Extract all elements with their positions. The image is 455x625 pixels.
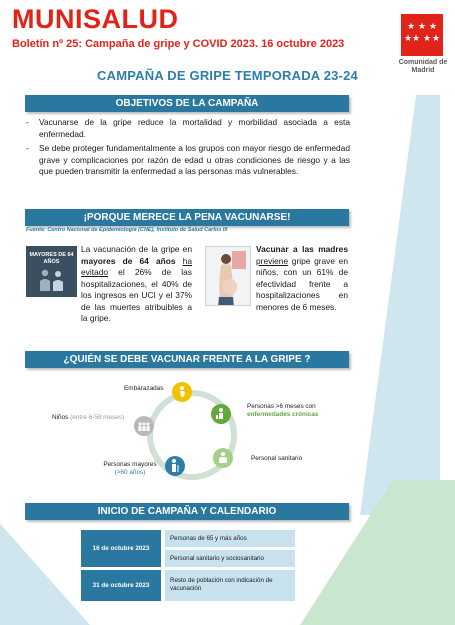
- section-objectives-title: OBJETIVOS DE LA CAMPAÑA: [25, 95, 349, 112]
- label-children-range: (entre 6-59 meses): [70, 414, 125, 421]
- star-icon: ★: [412, 33, 421, 43]
- older-stat-underline: ha evitado: [81, 255, 193, 277]
- pregnant-stat-underline: previene: [256, 255, 289, 266]
- campaign-title: CAMPAÑA DE GRIPE TEMPORADA 23-24: [97, 68, 358, 83]
- objective-item: [26, 117, 350, 140]
- bulletin-subtitle: Boletín nº 25: Campaña de gripe y COVID 2023. 16 octubre 2023: [12, 38, 345, 50]
- star-icon: ★: [418, 21, 427, 31]
- bullet-dash: -: [26, 143, 29, 153]
- tile-label: MAYORES DE 64 AÑOS: [29, 252, 74, 265]
- star-icon: ★: [407, 21, 416, 31]
- logo-caption: Comunidad de Madrid: [398, 59, 448, 74]
- calendar-date: 31 de octubre 2023: [81, 570, 161, 601]
- objective-item: [26, 143, 350, 178]
- calendar-item: Personal sanitario y sociosanitario: [165, 550, 295, 567]
- label-chronic-line1: Personas >6 meses con: [247, 403, 316, 410]
- objective-text: Se debe proteger fundamentalmente a los grupos con mayor riesgo de enfermedad grave y complicaciones por razón de edad u otras condiciones de riesgo y a las que pueden transmitir la enfermedad a las personas más vulnerables.: [39, 143, 350, 176]
- older-stat-part: [176, 256, 183, 266]
- objectives-list: [26, 117, 350, 181]
- label-chronic: [247, 403, 355, 419]
- label-pregnant: Embarazadas: [124, 385, 164, 392]
- brand-title: MUNISALUD: [12, 4, 179, 34]
- health-staff-icon: [213, 448, 233, 468]
- calendar-item: Resto de población con indicación de vacunación: [165, 570, 295, 601]
- label-elderly: [95, 461, 165, 477]
- pregnant-woman-illustration: [206, 247, 251, 306]
- label-elderly-range: (>60 años): [114, 469, 146, 476]
- objective-text: Vacunarse de la gripe reduce la mortalidad y morbilidad asociada a esta enfermedad.: [39, 117, 350, 139]
- pregnant-stat-part: gripe grave en niños, con un 61% de efectividad frente a hospitalizaciones en menores de 6 meses.: [256, 255, 348, 312]
- label-children-text: Niños: [52, 414, 69, 421]
- label-elderly-text: Personas mayores: [103, 461, 157, 468]
- comunidad-madrid-logo: [401, 14, 443, 56]
- section-calendar-title: INICIO DE CAMPAÑA Y CALENDARIO: [25, 503, 349, 520]
- older-stat-text: [81, 244, 192, 325]
- pregnant-stat-bold: Vacunar a las madres: [256, 244, 348, 254]
- decor-band-left: [0, 480, 90, 625]
- source-note: Fuente: Centro Nacional de Epidemiología (CNE), Instituto de Salud Carlos III: [26, 227, 228, 233]
- decor-band-right: [360, 95, 440, 515]
- star-icon: ★: [423, 33, 432, 43]
- older-adults-tile: [26, 246, 77, 297]
- label-health-staff: Personal sanitario: [251, 455, 303, 462]
- children-icon: [134, 416, 154, 436]
- older-stat-part: La vacunación de la gripe en: [81, 244, 192, 254]
- older-stat-part: el 26% de las hospitalizaciones, el 40% de los ingresos en UCI y el 37% de las muertes atribuibles a la gripe.: [81, 267, 192, 323]
- chronic-illness-icon: [211, 404, 231, 424]
- calendar-date: 16 de octubre 2023: [81, 530, 161, 567]
- pregnant-icon: [172, 382, 192, 402]
- label-children: [52, 414, 124, 422]
- star-icon: ★: [429, 21, 438, 31]
- pregnant-stat-text: [256, 244, 348, 313]
- calendar-item: Personas de 65 y más años: [165, 530, 295, 547]
- older-stat-bold: mayores de 64 años: [81, 255, 176, 266]
- label-chronic-line2: enfermedades crónicas: [247, 411, 319, 418]
- section-why-title: ¡PORQUE MERECE LA PENA VACUNARSE!: [25, 209, 349, 226]
- pregnant-woman-photo: [205, 246, 251, 306]
- star-icon: ★: [432, 33, 441, 43]
- bullet-dash: -: [26, 117, 29, 127]
- section-who-title: ¿QUIÉN SE DEBE VACUNAR FRENTE A LA GRIPE ?: [25, 351, 349, 368]
- who-diagram: [25, 376, 355, 491]
- older-couple-icon: [26, 246, 77, 297]
- star-icon: ★: [404, 33, 413, 43]
- elderly-icon: [165, 456, 185, 476]
